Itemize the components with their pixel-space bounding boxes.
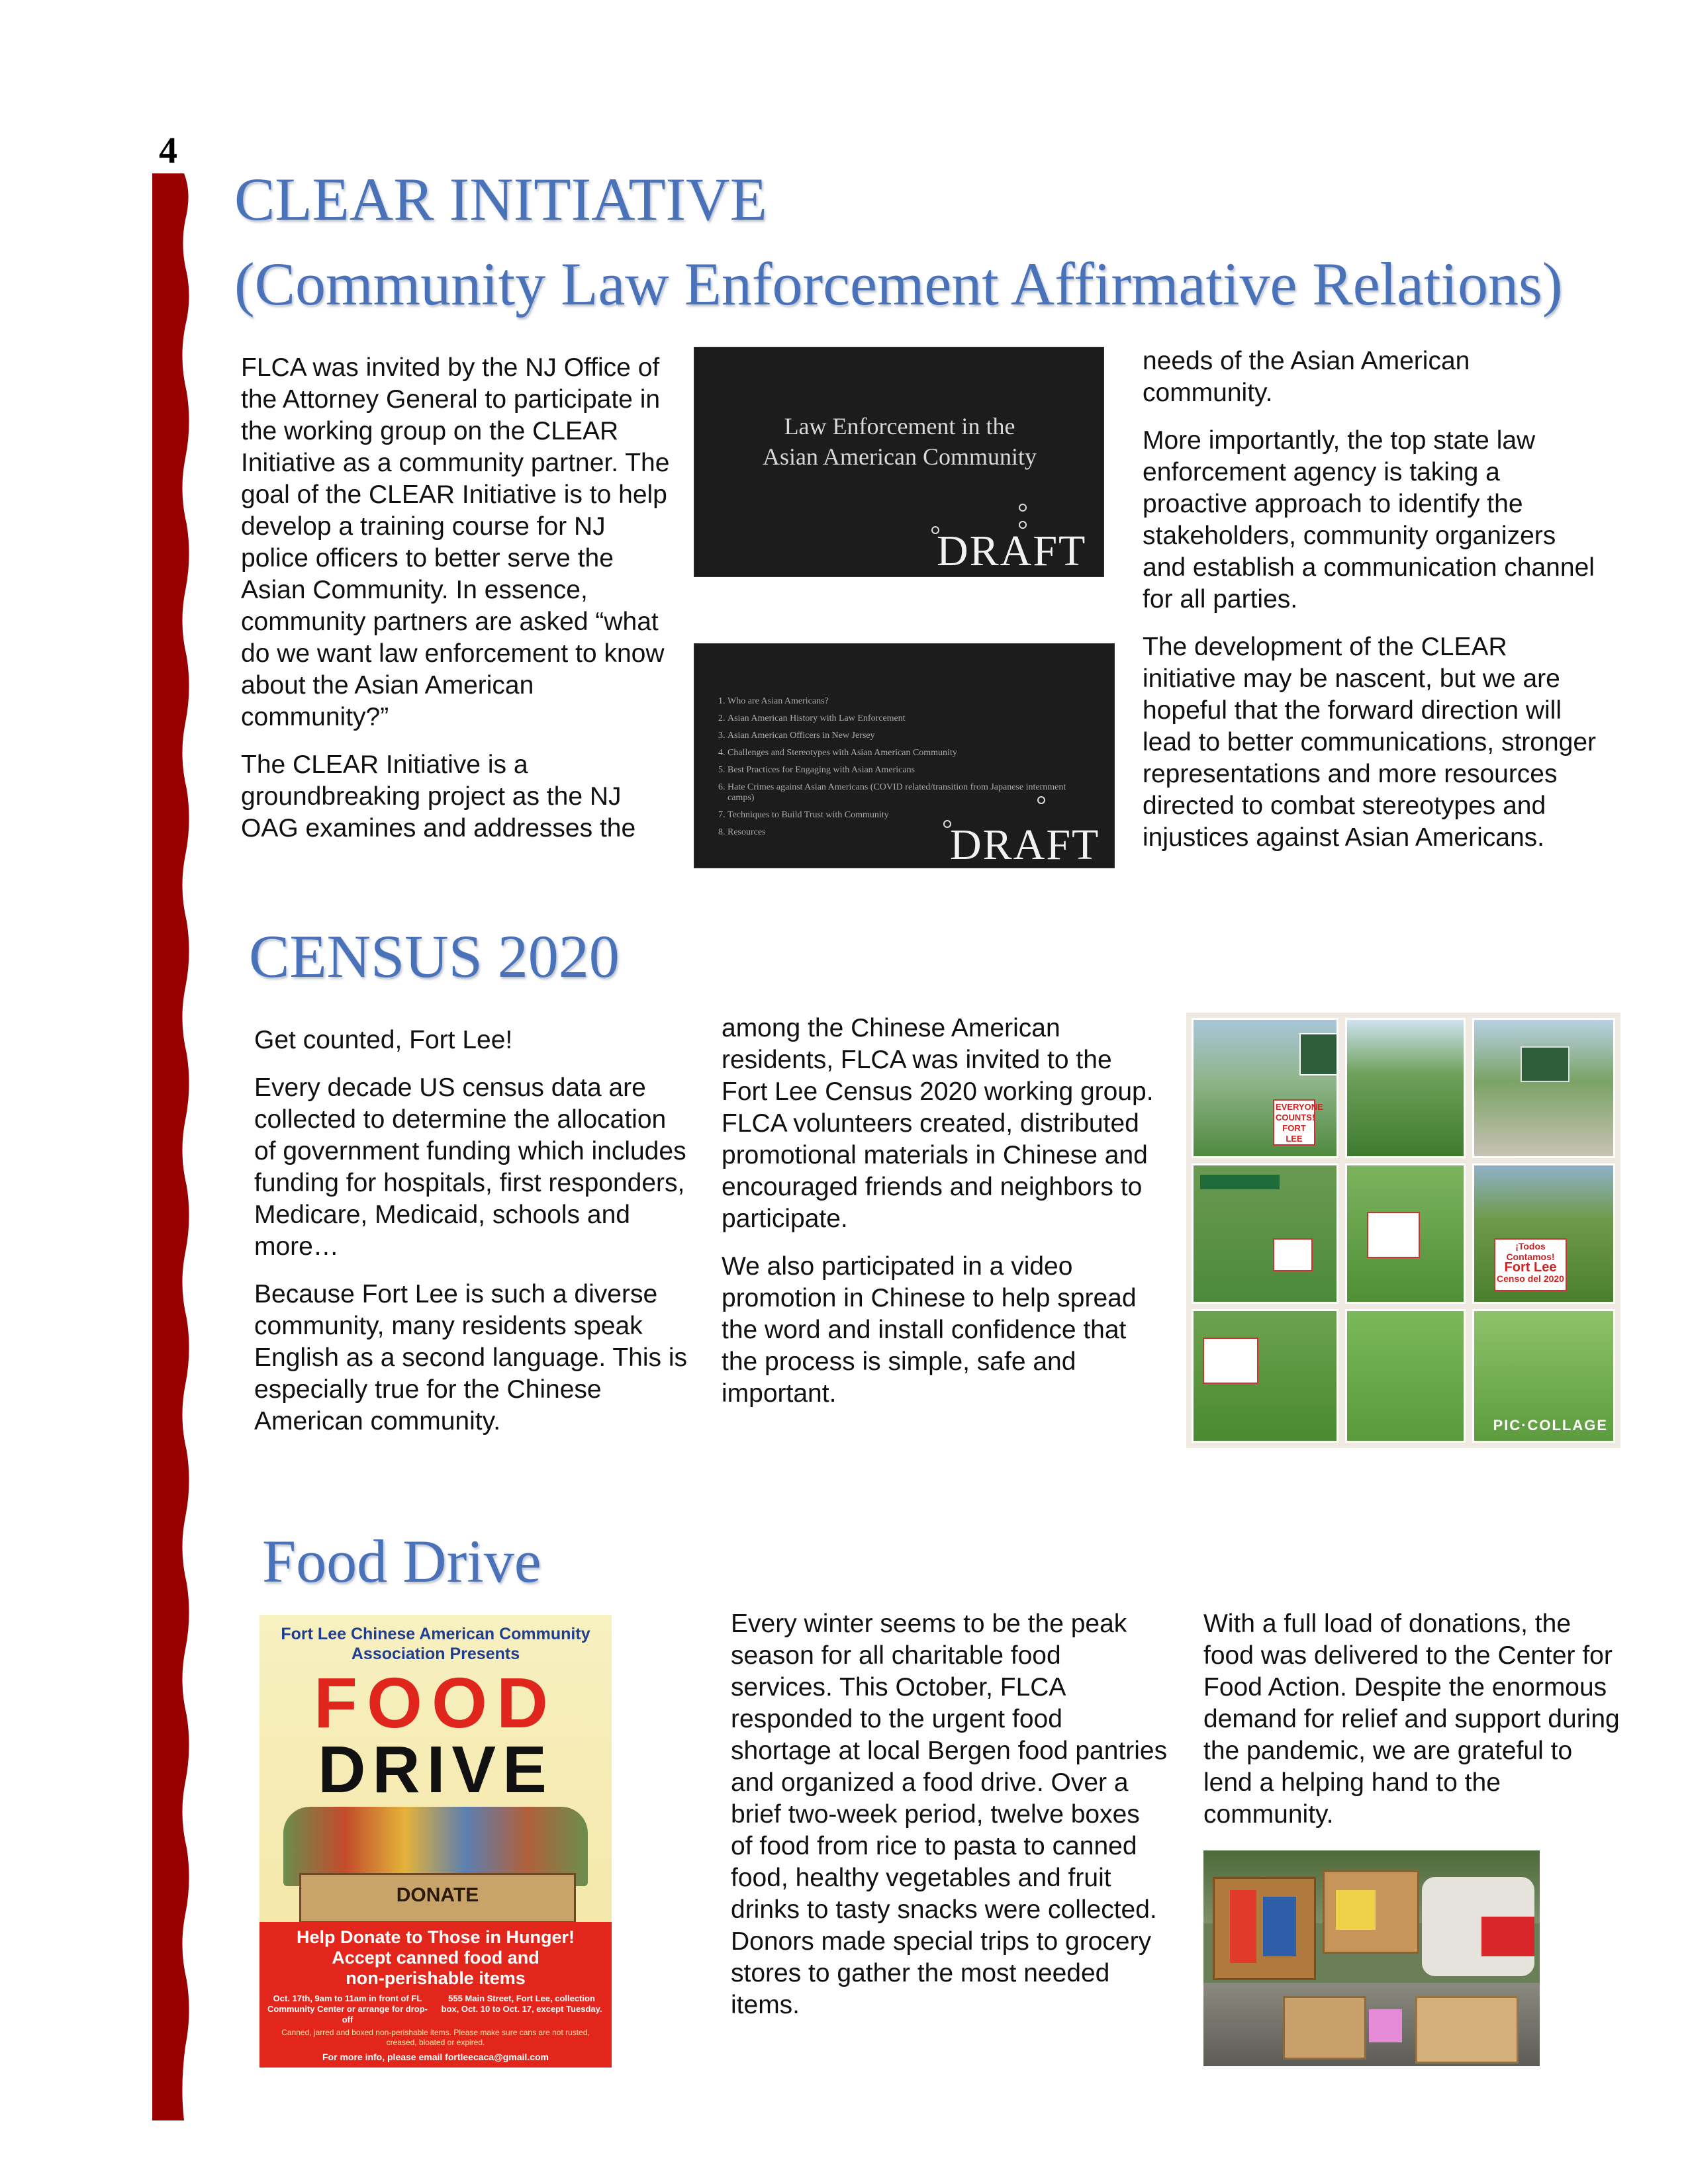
census-photo-collage (1186, 1013, 1620, 1448)
census-paragraph: Get counted, Fort Lee! (254, 1026, 513, 1054)
poster-info-right: 555 Main Street, Fort Lee, collection box, Oct. 10 to Oct. 17, except Tuesday. (441, 1993, 602, 2014)
clear-title-line2: (Community Law Enforcement Affirmative Relations) (234, 250, 1563, 318)
donations-photo (1203, 1850, 1540, 2066)
clear-column-right (1143, 345, 1606, 870)
page-number: 4 (159, 130, 177, 171)
food-title: Food Drive (262, 1527, 541, 1595)
draft-watermark: DRAFT (937, 527, 1087, 575)
slide-image-agenda (694, 643, 1115, 868)
sidebar-ribbon (150, 173, 193, 2120)
piccollage-watermark: PIC·COLLAGE (1493, 1417, 1608, 1433)
agenda-item: 3. Asian American Officers in New Jersey (727, 727, 1072, 745)
slide-title-line1: Law Enforcement in the (784, 413, 1015, 439)
clear-paragraph: FLCA was invited by the NJ Office of the Attorney General to participate in the working group on the CLEAR Initiative as a community partner. The goal of the CLEAR Initiative is to help develop a training course for NJ police officers to better serve the Asian Community. In essence, community partners are asked “what do we want law enforcement to know about the Asian American community?” (241, 353, 670, 731)
poster-note: Canned, jarred and boxed non-perishable items. Please make sure cans are not rusted, creased, bloated or expired. (281, 2028, 590, 2047)
census-paragraph: Every decade US census data are collected to determine the allocation of government funding which includes funding for hospitals, first responders, Medicare, Medicaid, schools and more… (254, 1073, 686, 1261)
donate-box (299, 1873, 576, 1923)
food-column-left (731, 1608, 1168, 2037)
census-title: CENSUS 2020 (249, 923, 620, 990)
agenda-item: 8. Resources (727, 824, 1072, 841)
clear-column-left (241, 352, 678, 860)
slide-image-title (694, 347, 1104, 577)
agenda-item: 1. Who are Asian Americans? (727, 693, 1072, 710)
agenda-item: 2. Asian American History with Law Enforcement (727, 710, 1072, 727)
food-drive-poster (259, 1615, 612, 2068)
census-sign-spanish: ¡Todos Contamos! Fort Lee Censo del 2020 (1494, 1238, 1567, 1291)
census-sign (1203, 1338, 1258, 1384)
food-paragraph: Every winter seems to be the peak season for all charitable food services. This October, FLCA responded to the urgent food shortage at local Bergen food pantries and organized a food drive. Over a brief two-week period, twelve boxes of food from rice to pasta to canned food, healthy vegetables and fruit drinks to tasty snacks were collected. Donors made special trips to grocery stores to gather the most needed items. (731, 1610, 1168, 2019)
draft-watermark: DRAFT (950, 821, 1100, 869)
poster-help-line1: Help Donate to Those in Hunger! (296, 1927, 575, 1947)
agenda-item: 7. Techniques to Build Trust with Community (727, 807, 1072, 824)
clear-paragraph: More importantly, the top state law enforcement agency is taking a proactive approach to identify the stakeholders, community organizers and establish a communication channel for all parties. (1143, 426, 1595, 614)
clear-title-line1: CLEAR INITIATIVE (234, 165, 767, 233)
poster-header-line1: Fort Lee Chinese American Community (281, 1625, 590, 1643)
census-sign (1367, 1212, 1420, 1258)
census-paragraph: Because Fort Lee is such a diverse community, many residents speak English as a second language. This is especially true for the Chinese American community. (254, 1280, 688, 1435)
census-column-right (722, 1013, 1158, 1426)
food-paragraph: With a full load of donations, the food was delivered to the Center for Food Action. Despite the enormous demand for relief and support during the pandemic, we are grateful to lend a helping hand to the community. (1203, 1610, 1620, 1829)
census-sign (1273, 1238, 1313, 1271)
poster-word-drive: DRIVE (318, 1733, 553, 1807)
poster-help-line2: Accept canned food and (332, 1948, 539, 1968)
poster-help-line3: non-perishable items (346, 1968, 526, 1988)
poster-word-food: FOOD (314, 1662, 557, 1743)
census-paragraph: among the Chinese American residents, FLCA was invited to the Fort Lee Census 2020 working group. FLCA volunteers created, distributed promotional materials in Chinese and encouraged friends and neighbors to participate. (722, 1014, 1154, 1233)
agenda-item: 6. Hate Crimes against Asian Americans (COVID related/transition from Japanese internment camps) (727, 779, 1072, 807)
agenda-item: 5. Best Practices for Engaging with Asian Americans (727, 762, 1072, 779)
food-column-right (1203, 1608, 1627, 1846)
slide-title-line2: Asian American Community (763, 443, 1037, 470)
poster-info-left: Oct. 17th, 9am to 11am in front of FL Community Center or arrange for drop-off (267, 1993, 428, 2025)
poster-header-line2: Association Presents (351, 1645, 520, 1663)
clear-paragraph: needs of the Asian American community. (1143, 347, 1470, 407)
census-paragraph: We also participated in a video promotion in Chinese to help spread the word and install confidence that the process is simple, safe and important. (722, 1252, 1137, 1408)
clear-paragraph: The CLEAR Initiative is a groundbreaking project as the NJ OAG examines and addresses the (241, 751, 636, 842)
clear-paragraph: The development of the CLEAR initiative may be nascent, but we are hopeful that the forward direction will lead to better communications, stronger representations and more resources directed to combat stereotypes and injustices against Asian Americans. (1143, 633, 1597, 852)
poster-donate-label: DONATE (396, 1884, 479, 1906)
census-column-left (254, 1024, 691, 1453)
census-sign-fortlee: EVERYONE COUNTS! FORT LEE (1273, 1099, 1315, 1146)
poster-contact: For more info, please email fortleecaca@gmail.com (322, 2052, 549, 2062)
agenda-item: 4. Challenges and Stereotypes with Asian American Community (727, 745, 1072, 762)
